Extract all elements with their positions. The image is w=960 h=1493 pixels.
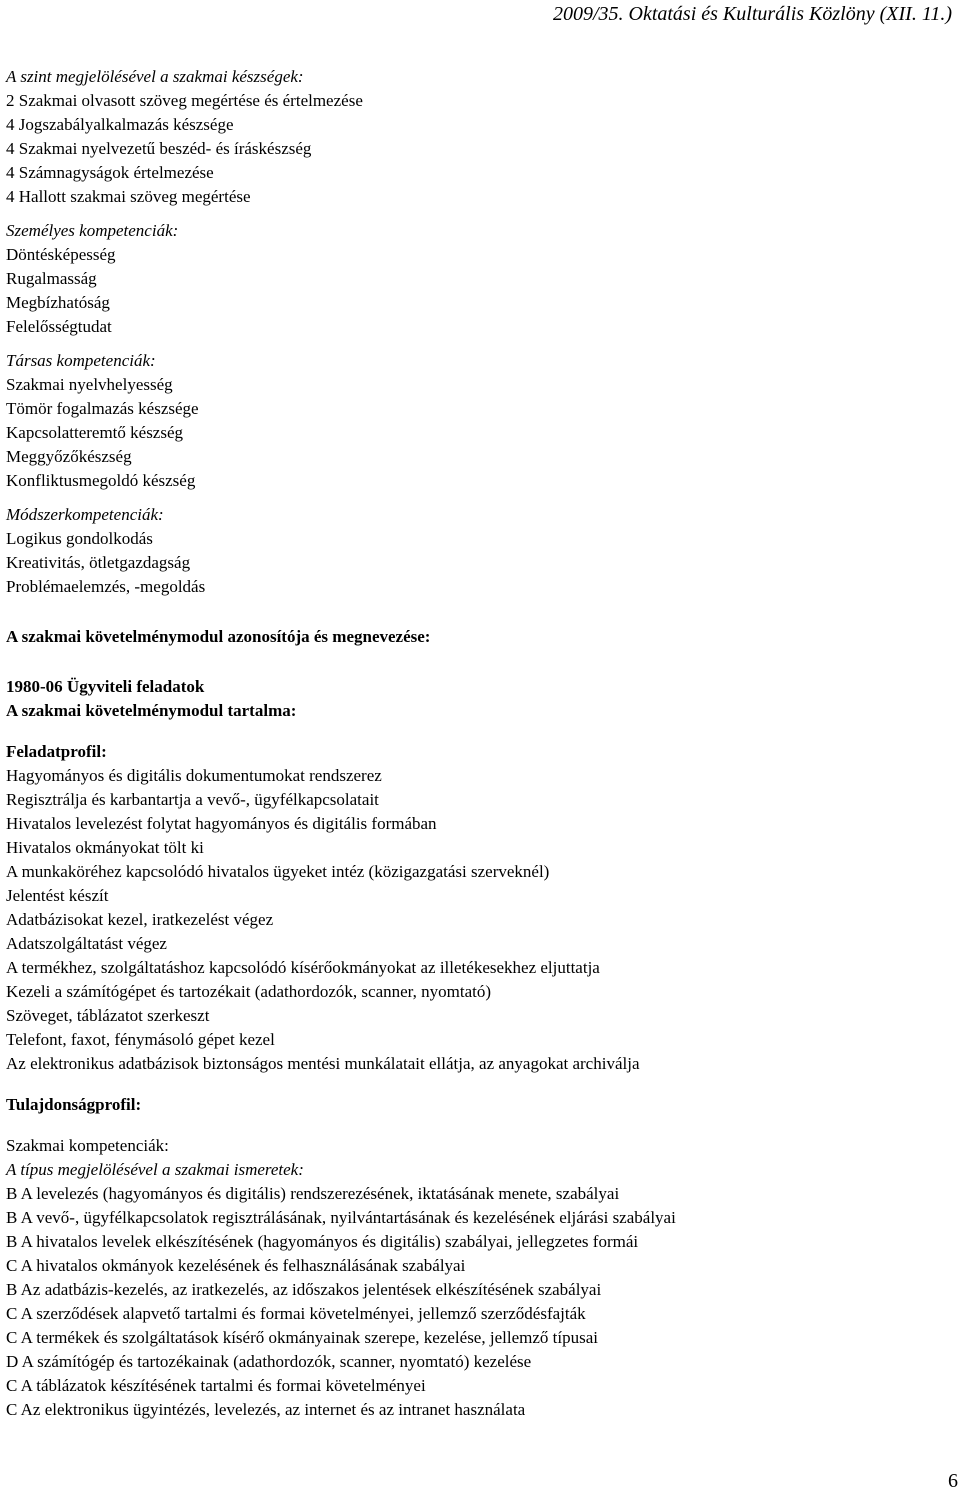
list-item: Jelentést készít xyxy=(6,886,109,905)
list-item: C Az elektronikus ügyintézés, levelezés, az internet és az intranet használata xyxy=(6,1400,526,1419)
task-profile-heading: Feladatprofil: xyxy=(6,742,107,761)
document-body xyxy=(6,65,946,1422)
list-item: Tömör fogalmazás készsége xyxy=(6,399,199,418)
social-competencies-heading: Társas kompetenciák: xyxy=(6,351,156,370)
module-name: 1980-06 Ügyviteli feladatok xyxy=(6,677,205,696)
property-profile-section xyxy=(6,1093,946,1422)
skills-section xyxy=(6,65,946,209)
list-item: Hivatalos levelezést folytat hagyományos és digitális formában xyxy=(6,814,437,833)
list-item: Adatbázisokat kezel, iratkezelést végez xyxy=(6,910,274,929)
personal-competencies-heading: Személyes kompetenciák: xyxy=(6,221,179,240)
method-competencies-heading: Módszerkompetenciák: xyxy=(6,505,164,524)
list-item: Meggyőzőkészség xyxy=(6,447,132,466)
list-item: Rugalmasság xyxy=(6,269,97,288)
list-item: Hagyományos és digitális dokumentumokat rendszerez xyxy=(6,766,382,785)
list-item: Konfliktusmegoldó készség xyxy=(6,471,196,490)
list-item: C A táblázatok készítésének tartalmi és formai követelményei xyxy=(6,1376,426,1395)
list-item: Szakmai nyelvhelyesség xyxy=(6,375,173,394)
list-item: Logikus gondolkodás xyxy=(6,529,153,548)
property-profile-heading: Tulajdonságprofil: xyxy=(6,1095,142,1114)
list-item: Problémaelemzés, -megoldás xyxy=(6,577,206,596)
personal-competencies-section xyxy=(6,219,946,339)
list-item: Hivatalos okmányokat tölt ki xyxy=(6,838,204,857)
list-item: B Az adatbázis-kezelés, az iratkezelés, az időszakos jelentések elkészítésének szabályai xyxy=(6,1280,602,1299)
list-item: 4 Jogszabályalkalmazás készsége xyxy=(6,115,234,134)
skills-heading: A szint megjelölésével a szakmai készségek: xyxy=(6,67,304,86)
list-item: B A vevő-, ügyfélkapcsolatok regisztrálásának, nyilvántartásának és kezelésének eljárási szabályai xyxy=(6,1208,676,1227)
list-item: Adatszolgáltatást végez xyxy=(6,934,167,953)
list-item: B A levelezés (hagyományos és digitális) rendszerezésének, iktatásának menete, szabályai xyxy=(6,1184,620,1203)
method-competencies-section xyxy=(6,503,946,599)
task-profile-section xyxy=(6,740,946,1076)
list-item: C A termékek és szolgáltatások kísérő okmányainak szerepe, kezelése, jellemző típusai xyxy=(6,1328,598,1347)
list-item: C A szerződések alapvető tartalmi és formai követelményei, jellemző szerződésfajták xyxy=(6,1304,586,1323)
module-id-heading: A szakmai követelménymodul azonosítója és megnevezése: xyxy=(6,627,431,646)
list-item: A munkaköréhez kapcsolódó hivatalos ügyeket intéz (közigazgatási szerveknél) xyxy=(6,862,550,881)
social-competencies-section xyxy=(6,349,946,493)
professional-competencies-heading: Szakmai kompetenciák: xyxy=(6,1136,169,1155)
list-item: Kapcsolatteremtő készség xyxy=(6,423,184,442)
list-item: Döntésképesség xyxy=(6,245,116,264)
page-header: 2009/35. Oktatási és Kulturális Közlöny (XII. 11.) xyxy=(552,3,952,25)
module-content-heading: A szakmai követelménymodul tartalma: xyxy=(6,701,297,720)
list-item: C A hivatalos okmányok kezelésének és felhasználásának szabályai xyxy=(6,1256,466,1275)
list-item: D A számítógép és tartozékainak (adathordozók, scanner, nyomtató) kezelése xyxy=(6,1352,532,1371)
list-item: Telefont, faxot, fénymásoló gépet kezel xyxy=(6,1030,275,1049)
list-item: 4 Számnagyságok értelmezése xyxy=(6,163,214,182)
list-item: Az elektronikus adatbázisok biztonságos mentési munkálatait ellátja, az anyagokat archiválja xyxy=(6,1054,640,1073)
list-item: 2 Szakmai olvasott szöveg megértése és értelmezése xyxy=(6,91,363,110)
list-item: Kreativitás, ötletgazdagság xyxy=(6,553,191,572)
type-knowledge-heading: A típus megjelölésével a szakmai ismeretek: xyxy=(6,1160,304,1179)
list-item: Szöveget, táblázatot szerkeszt xyxy=(6,1006,210,1025)
list-item: A termékhez, szolgáltatáshoz kapcsolódó kísérőokmányokat az illetékesekhez eljuttatja xyxy=(6,958,600,977)
list-item: 4 Hallott szakmai szöveg megértése xyxy=(6,187,251,206)
list-item: 4 Szakmai nyelvezetű beszéd- és íráskészség xyxy=(6,139,312,158)
page-number: 6 xyxy=(948,1470,958,1492)
list-item: Regisztrálja és karbantartja a vevő-, ügyfélkapcsolatait xyxy=(6,790,379,809)
list-item: B A hivatalos levelek elkészítésének (hagyományos és digitális) szabályai, jellegzetes formái xyxy=(6,1232,639,1251)
list-item: Kezeli a számítógépet és tartozékait (adathordozók, scanner, nyomtató) xyxy=(6,982,492,1001)
list-item: Felelősségtudat xyxy=(6,317,112,336)
list-item: Megbízhatóság xyxy=(6,293,110,312)
